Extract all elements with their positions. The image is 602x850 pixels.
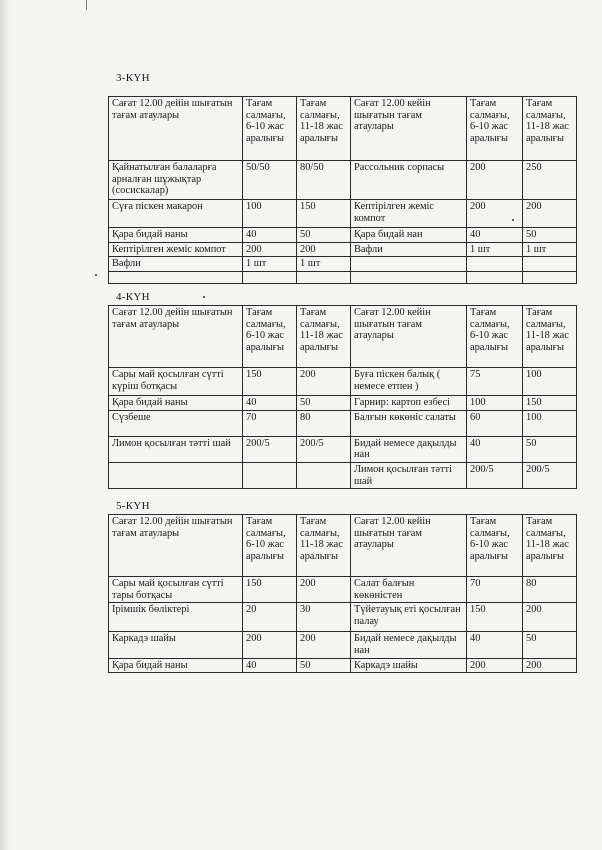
cell bbox=[523, 257, 577, 272]
cell: 200 bbox=[523, 603, 577, 632]
cell: 70 bbox=[243, 410, 297, 436]
cell: 150 bbox=[467, 603, 523, 632]
table-row bbox=[109, 658, 577, 673]
header-weight-6-10: Тағам салмағы, 6-10 жас аралығы bbox=[243, 306, 297, 368]
cell: Рассольник сорпасы bbox=[351, 161, 467, 200]
cell: Сары май қосылған сүтті күріш ботқасы bbox=[109, 368, 243, 396]
cell: Бидай немесе дақылды нан bbox=[351, 632, 467, 658]
cell: 200/5 bbox=[297, 436, 351, 462]
cell: Каркадэ шайы bbox=[109, 632, 243, 658]
cell bbox=[109, 271, 243, 283]
cell: Лимон қосылған тәтті шай bbox=[351, 462, 467, 488]
table-row bbox=[109, 410, 577, 436]
table-row bbox=[109, 271, 577, 283]
cell: Балғын көкөніс салаты bbox=[351, 410, 467, 436]
scan-speck bbox=[203, 296, 205, 298]
table-row bbox=[109, 577, 577, 603]
cell: 40 bbox=[243, 396, 297, 411]
cell: Буға піскен балық ( немесе етпен ) bbox=[351, 368, 467, 396]
table-row bbox=[109, 603, 577, 632]
header-weight-6-10: Тағам салмағы, 6-10 жас аралығы bbox=[243, 97, 297, 161]
menu-table-day-4 bbox=[108, 305, 577, 489]
cell bbox=[109, 462, 243, 488]
cell: 50 bbox=[523, 632, 577, 658]
cell: 200 bbox=[297, 632, 351, 658]
header-weight-6-10: Тағам салмағы, 6-10 жас аралығы bbox=[467, 515, 523, 577]
table-row bbox=[109, 200, 577, 228]
cell bbox=[297, 462, 351, 488]
cell: 200/5 bbox=[523, 462, 577, 488]
cell bbox=[467, 271, 523, 283]
cell: Сүға піскен макарон bbox=[109, 200, 243, 228]
cell: 150 bbox=[243, 577, 297, 603]
header-before-noon: Сағат 12.00 дейін шығатын тағам атаулары bbox=[109, 515, 243, 577]
cell: 200 bbox=[467, 658, 523, 673]
cell: Каркадэ шайы bbox=[351, 658, 467, 673]
page-edge-shadow bbox=[0, 0, 10, 850]
cell: 1 шт bbox=[297, 257, 351, 272]
cell: 80 bbox=[297, 410, 351, 436]
day-title: 3-КҮН bbox=[116, 72, 150, 84]
cell: Салат балғын көкөністен bbox=[351, 577, 467, 603]
cell: 50 bbox=[297, 396, 351, 411]
cell: 50 bbox=[297, 658, 351, 673]
cell bbox=[243, 462, 297, 488]
cell: 200 bbox=[297, 368, 351, 396]
header-weight-11-18: Тағам салмағы, 11-18 жас аралығы bbox=[297, 515, 351, 577]
cell bbox=[523, 271, 577, 283]
cell: 75 bbox=[467, 368, 523, 396]
table-row bbox=[109, 462, 577, 488]
header-after-noon: Сағат 12.00 кейін шығатын тағам атаулары bbox=[351, 306, 467, 368]
scan-mark bbox=[86, 0, 87, 10]
cell: Гарнир: картоп езбесі bbox=[351, 396, 467, 411]
header-before-noon: Сағат 12.00 дейін шығатын тағам атаулары bbox=[109, 306, 243, 368]
cell: Қара бидай наны bbox=[109, 658, 243, 673]
cell bbox=[467, 257, 523, 272]
cell: 200 bbox=[523, 658, 577, 673]
cell: 200 bbox=[467, 161, 523, 200]
header-weight-11-18: Тағам салмағы, 11-18 жас аралығы bbox=[297, 306, 351, 368]
cell: 50 bbox=[523, 228, 577, 243]
header-weight-11-18: Тағам салмағы, 11-18 жас аралығы bbox=[523, 515, 577, 577]
cell: 100 bbox=[523, 410, 577, 436]
cell: Қайнатылған балаларға арналған шұжықтар (сосискалар) bbox=[109, 161, 243, 200]
cell: Вафли bbox=[351, 242, 467, 257]
cell: 1 шт bbox=[243, 257, 297, 272]
cell: Лимон қосылған тәтті шай bbox=[109, 436, 243, 462]
cell: 1 шт bbox=[467, 242, 523, 257]
header-weight-11-18: Тағам салмағы, 11-18 жас аралығы bbox=[523, 306, 577, 368]
cell: 150 bbox=[243, 368, 297, 396]
header-after-noon: Сағат 12.00 кейін шығатын тағам атаулары bbox=[351, 97, 467, 161]
header-row bbox=[109, 515, 577, 577]
cell: 100 bbox=[467, 396, 523, 411]
cell: 200 bbox=[297, 577, 351, 603]
cell: 40 bbox=[467, 228, 523, 243]
cell: 40 bbox=[467, 436, 523, 462]
header-row bbox=[109, 97, 577, 161]
cell: Вафли bbox=[109, 257, 243, 272]
cell: Кептірілген жеміс компот bbox=[109, 242, 243, 257]
cell: 150 bbox=[523, 396, 577, 411]
cell: 100 bbox=[243, 200, 297, 228]
cell: 50 bbox=[523, 436, 577, 462]
cell bbox=[351, 271, 467, 283]
header-weight-11-18: Тағам салмағы, 11-18 жас аралығы bbox=[297, 97, 351, 161]
scan-speck bbox=[95, 274, 97, 276]
cell: 100 bbox=[523, 368, 577, 396]
cell: 250 bbox=[523, 161, 577, 200]
table-row bbox=[109, 242, 577, 257]
cell: 200 bbox=[523, 200, 577, 228]
cell: 30 bbox=[297, 603, 351, 632]
cell: 200 bbox=[243, 632, 297, 658]
table-row bbox=[109, 436, 577, 462]
cell: 200/5 bbox=[467, 462, 523, 488]
cell: Қара бидай наны bbox=[109, 228, 243, 243]
table-row bbox=[109, 161, 577, 200]
cell: 1 шт bbox=[523, 242, 577, 257]
cell: 20 bbox=[243, 603, 297, 632]
cell: Қара бидай наны bbox=[109, 396, 243, 411]
cell: 50 bbox=[297, 228, 351, 243]
table-row bbox=[109, 257, 577, 272]
header-weight-6-10: Тағам салмағы, 6-10 жас аралығы bbox=[467, 306, 523, 368]
cell: 80 bbox=[523, 577, 577, 603]
cell: 200/5 bbox=[243, 436, 297, 462]
table-row bbox=[109, 632, 577, 658]
cell: 40 bbox=[467, 632, 523, 658]
cell bbox=[297, 271, 351, 283]
cell: 40 bbox=[243, 228, 297, 243]
header-before-noon: Сағат 12.00 дейін шығатын тағам атаулары bbox=[109, 97, 243, 161]
cell: 80/50 bbox=[297, 161, 351, 200]
cell: Қара бидай нан bbox=[351, 228, 467, 243]
cell bbox=[243, 271, 297, 283]
cell: 70 bbox=[467, 577, 523, 603]
cell: Бидай немесе дақылды нан bbox=[351, 436, 467, 462]
cell: Сүзбеше bbox=[109, 410, 243, 436]
header-after-noon: Сағат 12.00 кейін шығатын тағам атаулары bbox=[351, 515, 467, 577]
cell: Кептірілген жеміс компот bbox=[351, 200, 467, 228]
cell: 50/50 bbox=[243, 161, 297, 200]
menu-table-day-5 bbox=[108, 514, 577, 673]
table-row bbox=[109, 396, 577, 411]
cell: 40 bbox=[243, 658, 297, 673]
table-row bbox=[109, 368, 577, 396]
menu-table-day-3 bbox=[108, 96, 577, 284]
header-row bbox=[109, 306, 577, 368]
header-weight-6-10: Тағам салмағы, 6-10 жас аралығы bbox=[243, 515, 297, 577]
day-title: 5-КҮН bbox=[116, 500, 150, 512]
cell: 200 bbox=[243, 242, 297, 257]
header-weight-6-10: Тағам салмағы, 6-10 жас аралығы bbox=[467, 97, 523, 161]
header-weight-11-18: Тағам салмағы, 11-18 жас аралығы bbox=[523, 97, 577, 161]
cell: 200 bbox=[297, 242, 351, 257]
cell bbox=[351, 257, 467, 272]
cell: 150 bbox=[297, 200, 351, 228]
cell: 60 bbox=[467, 410, 523, 436]
day-title: 4-КҮН bbox=[116, 291, 150, 303]
table-row bbox=[109, 228, 577, 243]
cell: Сары май қосылған сүтті тары ботқасы bbox=[109, 577, 243, 603]
cell: Ірімшік бөліктері bbox=[109, 603, 243, 632]
cell: 200 bbox=[467, 200, 523, 228]
cell: Түйетауық еті қосылған палау bbox=[351, 603, 467, 632]
